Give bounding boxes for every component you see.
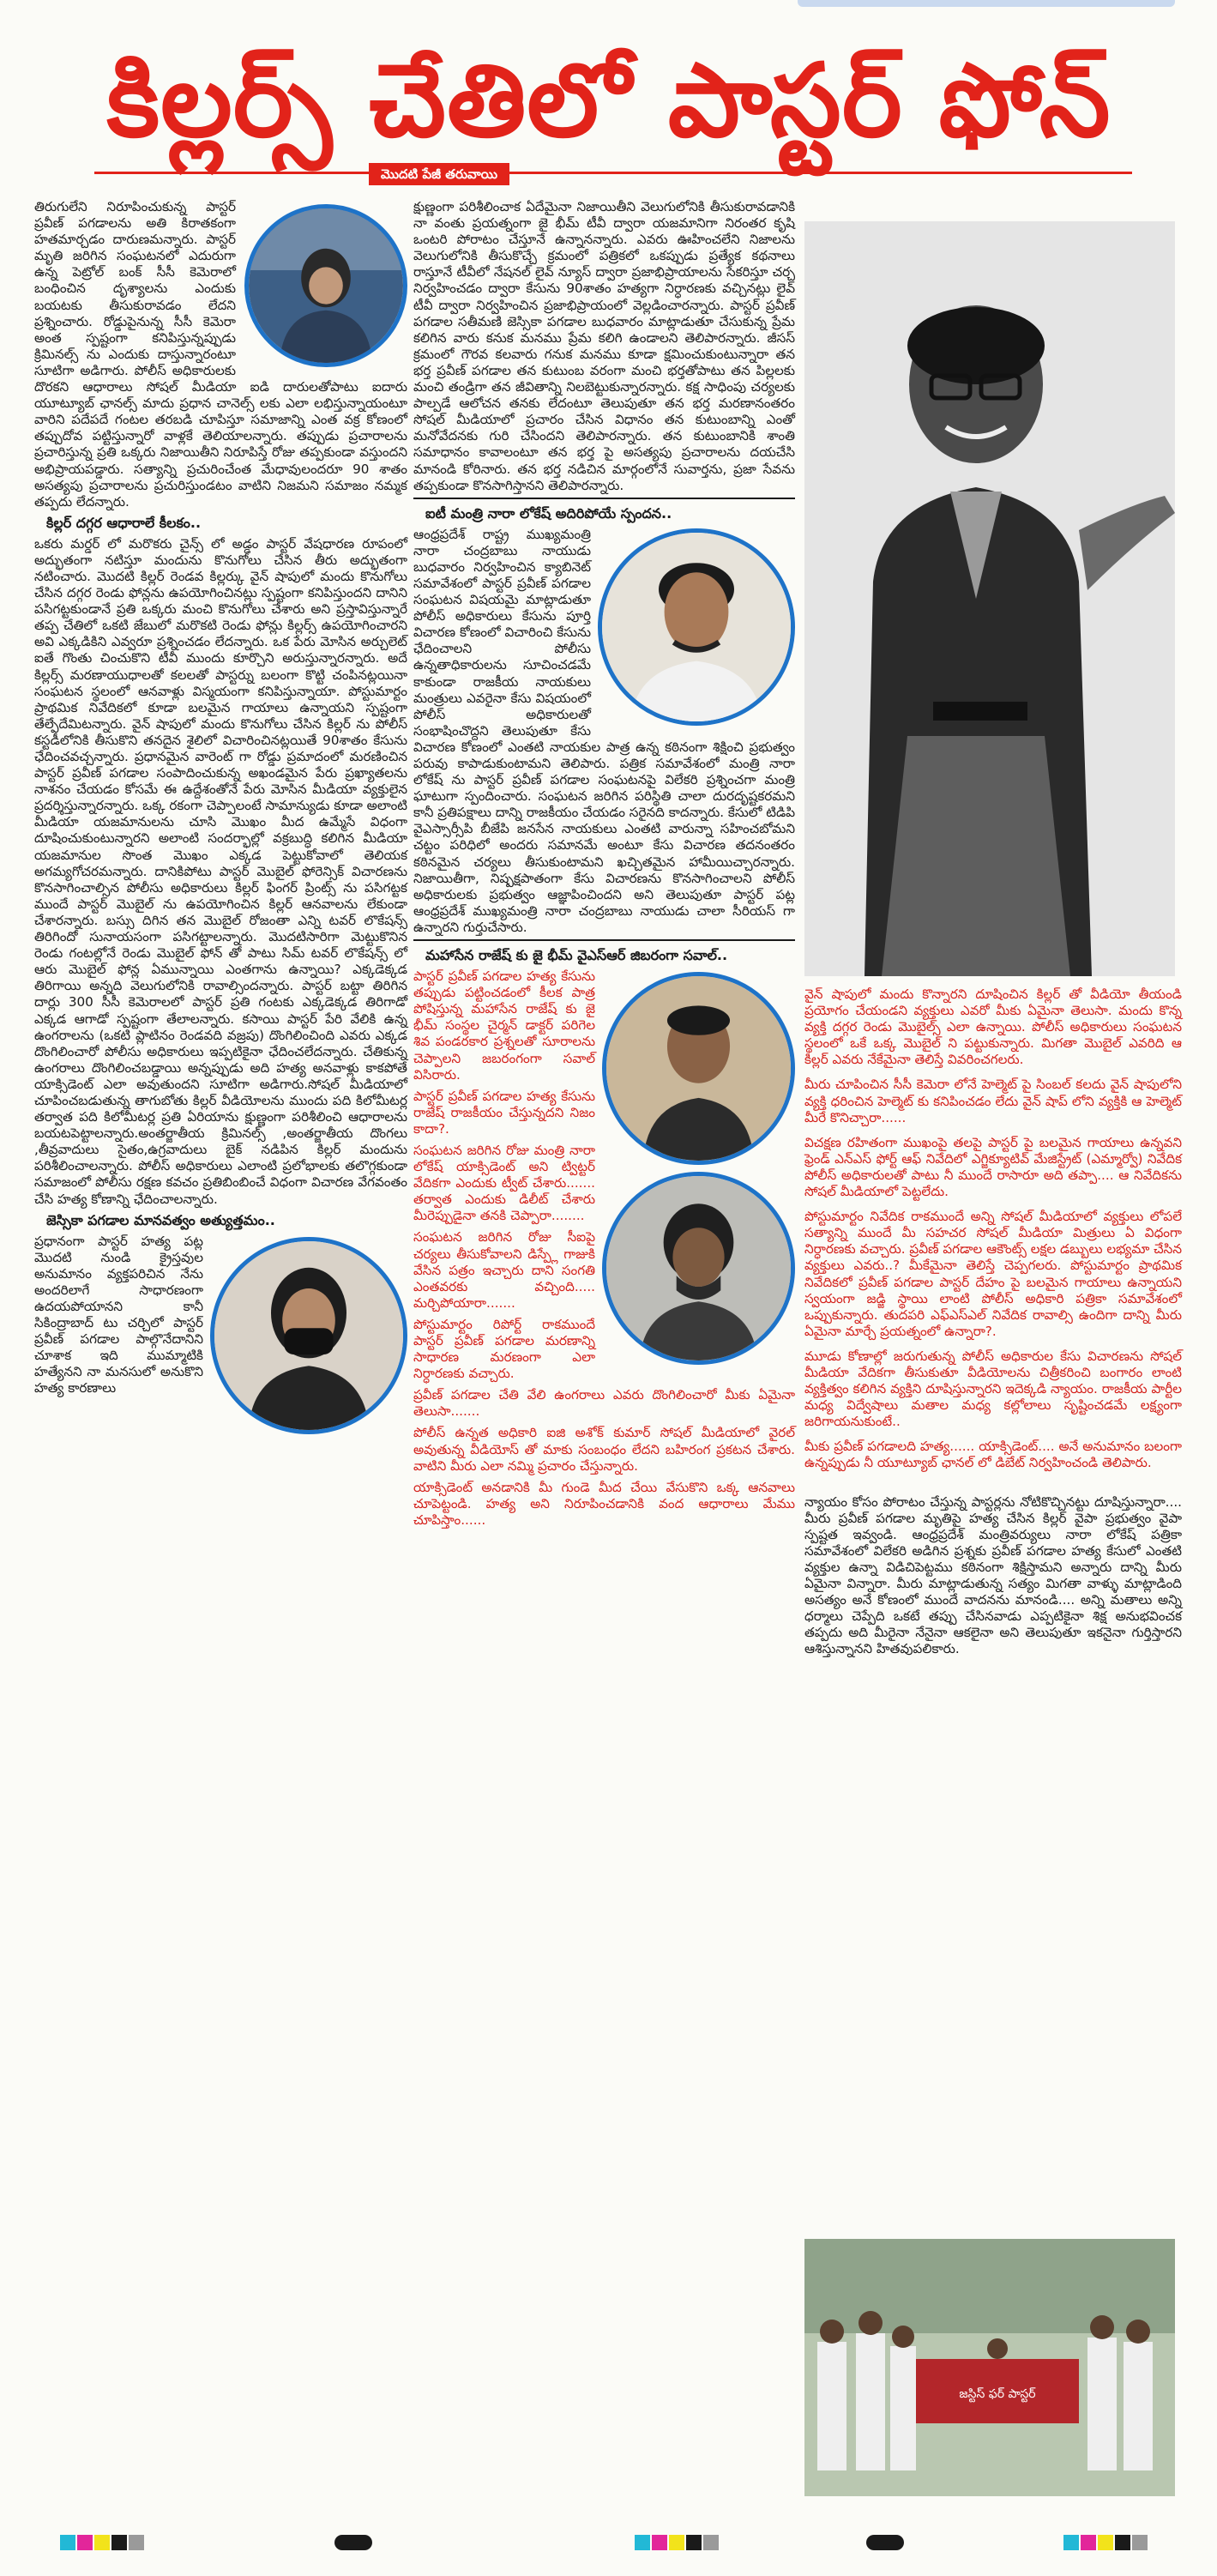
question-item-6: మీకు ప్రవీణ్ పగడాలది హత్య...... యాక్సిడెంట్.... అనే అనుమానం బలంగా ఉన్నప్పుడు నీ యూట్యూబ్ ఛానల్ లో డిబేట్ నిర్వహించండి తెలిపారు. <box>804 1439 1182 1471</box>
lokesh-image <box>602 533 791 721</box>
rajesh-photo <box>602 972 795 1165</box>
registration-marks-center <box>635 2535 719 2552</box>
col3-paragraph-1: న్యాయం కోసం పోరాటం చేస్తున్న పాస్టర్లను నోటికొచ్చినట్టు దూషిస్తున్నారా.... మీరు ప్రవీణ్ పగడాల మృతిపై హత్య చేసిన కిల్లర్ వైపా ప్రభుత్వం వైపా స్పష్టత ఇవ్వండి. ఆంధ్రప్రదేశ్ మంత్రివర్యులు నారా లోకేష్ పత్రికా సమావేశంలో విలేకరి అడిగిన ప్రశ్నకు ప్రవీణ్ పగడాల హత్య కేసులో ఎంతటి వ్యక్తుల ఉన్నా విడిచిపెట్టము కఠినంగా శిక్షిస్తామని అన్నారు దాన్ని మీరు ఏమైనా విన్నారా. మీరు మాట్లాడుతున్న సత్యం మిగతా వాళ్ళు మాట్లాడింది అసత్యం అనే కోణంలో ముందే వాదనను మానండి.... అన్ని మతాలు అన్ని ధర్మాలు చెప్పేది ఒకటే తప్పు చేసినవాడు ఎప్పటికైనా శిక్ష అనుభవించక తప్పదు అది మీరైనా నేనైనా ఆకలైనా అని తెలుపుతూ ఇకనైనా గుర్తిస్తారని ఆశిస్తున్నానని హితవుపలికారు. <box>804 1493 1182 1657</box>
rajesh-image <box>606 976 791 1161</box>
jessica-image <box>214 1241 403 1430</box>
column-3 <box>804 986 1182 1657</box>
challenge-item-7: పోలీస్ ఉన్నత అధికారి ఐజి అశోక్ కుమార్ సోషల్ మీడియాలో వైరల్ అవుతున్న వీడియోస్ తో మాకు సంబంధం లేదని బహిరంగ ప్రకటన చేశారు. వాటిని మీరు ఎలా నమ్మి ప్రచారం చేస్తున్నారు. <box>413 1425 795 1474</box>
siva-image <box>606 1176 791 1360</box>
col2-divider <box>413 498 795 499</box>
jessica-photo <box>210 1237 407 1434</box>
suspect-image <box>249 208 403 363</box>
byline-rule <box>94 172 1132 174</box>
byline: మొదటి పేజీ తరువాయి <box>369 163 509 185</box>
registration-marks-left <box>60 2535 144 2552</box>
challenge-item-5: పోస్టుమార్టం రిపోర్ట్ రాకముందే పాస్టర్ ప్రవీణ్ పగడాల మరణాన్ని సాధారణ మరణంగా ఎలా నిర్ధారణకు వచ్చారు. <box>413 1316 595 1382</box>
col1-paragraph-1: తిరుగులేని నిరూపించుకున్న పాస్టర్ ప్రవీణ్ పగడాలను అతి కిరాతకంగా హతమార్చడం దారుణమన్నారు. పాస్టర్ మృతి జరిగిన సంఘటనలో ఎదురుగా ఉన్న పెట్రోల్ బంక్ సీసీ కెమెరాలో బంధించిన దృశ్యాలను ఎందుకు బయటకు తీసుకురావడం లేదని ప్రశ్నించారు. రోడ్డుపైనున్న సీసీ కెమెరా అంత స్పష్టంగా కనిపిస్తున్నప్పుడు క్రిమినల్స్ ను ఎందుకు దాస్తున్నారంటూ సూటిగా అడిగారు. పోలీస్ అధికారులకు దొరకని ఆధారాలు సోషల్ మీడియా ఐడి దారులతోపాటు ఐదారు యూట్యూబ్ ఛానల్స్ మాదు ప్రధాన చానెల్స్ లకు ఎలా లభిస్తున్నాయంటూ వారిని పదేపదే గంటల తరబడి చూపిస్తూ సమాజాన్ని ఎంత వక్ర కోణంలో తప్పుదోవ పట్టిస్తున్నారో వాళ్లకే తెలియాలన్నారు. తప్పుడు ప్రచారాలను ప్రచారిస్తున్న ప్రతి ఒక్కరు నిజాయితీని నిరూపిస్తే రోజు తప్పకుండా వస్తుందని అభిప్రాయపడ్డారు. సత్యాన్ని ప్రచురించేంత మేధావులందరూ 90 శాతం అసత్యపు ప్రచారాలను ప్రచురిస్తుండటం వాటిని నిజమని సమాజం నమ్మక తప్పదు లేదన్నారు. <box>34 199 407 510</box>
col2-paragraph-1: క్షుణ్ణంగా పరిశీలించాక ఏదేమైనా నిజాయితీని వెలుగులోనికి తీసుకురావడానికి నా వంతు ప్రయత్నంగా జై భీమ్ టీవీ ద్వారా యజమానిగా నిరంతర కృషి ఒంటరి పోరాటం చేస్తూనే ఉన్నానన్నారు. ఎవరు ఊహించలేని నిజాలను వెలుగులోనికి తీసుకొచ్చే క్రమంలో పత్రికలో ఒకప్పుడు ప్రత్యేక కథనాలు రాస్తూనే టీవీలో నేషనల్ లైవ్ న్యూస్ ద్వారా ప్రజాభిప్రాయాలను సేకరిస్తూ చర్చ నిర్వహించడం ద్వారా కేసును 90శాతం హత్యగా నిర్ధారణకు వచ్చినట్లు లైవ్ టీవీ ద్వారా నిర్వహించిన ప్రజాభిప్రాయంలో వెల్లడించారన్నారు. పాస్టర్ ప్రవీణ్ పగడాల సతీమణి జెస్సికా పగడాల బుధవారం మాట్లాడుతూ చేసుకున్న ప్రేమ కలిగిన వారు కనుక మనము ప్రేమ కలిగి ఉండాలని తెలిపారన్నారు. జీసస్ క్రమంలో గౌరవ కలవారు గనుక మనము కూడా క్షమించుకుంటున్నారా తన భర్త ప్రవీణ్ పగడాల తన కుటుంబ వరంగా మంచి భర్తతోపాటు తన పిల్లలకు మంచి తండ్రిగా తన జీవితాన్ని నిలబెట్టుకున్నారన్నారు. కక్ష సాధింపు చర్యలకు పాల్పడే ఆలోచన తనకు లేదంటూ తెలుపుతూ తన భర్త మరణానంతరం సోషల్ మీడియాలో ప్రచారం చేసిన విధానం తన కుటుంబాన్ని ఎంతో మనోవేదనకు గురి చేసిందని తెలిపారన్నారు. తన కుటుంబానికి శాంతి సమాధానం కావాలంటూ తన భర్త పై అసత్యపు ప్రచారాలను దయచేసి మానండి కోరినారు. తన భర్త నడిచిన మార్గంలోనే సువార్తను, ప్రజా సేవను తప్పకుండా కొనసాగిస్తానని తెలిపారన్నారు. <box>413 199 795 493</box>
question-item-2: మీరు చూపించిన సీసీ కెమెరా లోనే హెల్మెట్ పై సింబల్ కలదు వైన్ షాపులోని వ్యక్తి ధరించిన హెల్మెట్ కు కనిపించడం లేదు వైన్ షాప్ లోని వ్యక్తికి ఆ హెల్మెట్ మీరే కొనిచ్చారా...... <box>804 1077 1182 1125</box>
pastor-praveen-photo <box>804 221 1175 976</box>
col2-divider-2 <box>413 939 795 941</box>
col1-subhead-1: కిల్లర్ దగ్గర ఆధారాలే కీలకం.. <box>46 514 202 531</box>
registration-marks-right <box>1063 2535 1148 2552</box>
question-item-5: మూడు కోణాల్లో జరుగుతున్న పోలీస్ అధికారుల కేసు విచారణను సోషల్ మీడియా వేదికగా తీసుకుతూ వీడియోలను చిత్రీకరించి బంగారం లాంటి వ్యక్తిత్వం కలిగిన వ్యక్తిని దూషిస్తున్నారని ఇదెక్కడి న్యాయం. రాజకీయ పార్టీల మధ్య విద్వేషాలు మతాల మధ్య కల్లోలాలు సృష్టించడమే లక్ష్యంగా జరిగాయనుకుంటే.. <box>804 1348 1182 1430</box>
col2-subhead-2: మహాసేన రాజేష్ కు జై భీమ్ వైఎస్ఆర్ జిబరంగా సవాల్.. <box>425 947 728 964</box>
challenge-item-6: ప్రవీణ్ పగడాల చేతి వేలి ఉంగరాలు ఎవరు దొంగిలించారో మీకు ఏమైనా తెలుసా....... <box>413 1387 795 1420</box>
banner-text: జస్టిస్ ఫర్ పాస్టర్ <box>959 2387 1036 2401</box>
col2-paragraph-2: ఆంధ్రప్రదేశ్ రాష్ట్ర ముఖ్యమంత్రి నారా చంద్రబాబు నాయుడు బుధవారం నిర్వహించిన క్యాబినెట్ సమావేశంలో పాస్టర్ ప్రవీణ్ పగడాల సంఘటన విషయమై మాట్లాడుతూ పోలీస్ అధికారులు కేసును పూర్తి విచారణ కోణంలో విచారించి కేసును ఛేదించాలని పోలీసు ఉన్నతాధికారులను సూచించడమే కాకుండా రాజకీయ నాయకులు మంత్రులు ఎవరైనా కేసు విషయంలో పోలీస్ అధికారులతో సంభాషించొద్దని తెలుపుతూ కేసు విచారణ కోణంలో ఎంతటి నాయకుల పాత్ర ఉన్న కఠినంగా శిక్షించి ప్రభుత్వం పరువు కాపాడుకుంటామని తెలిపారు. పత్రిక సమావేశంలో మంత్రి నారా లోకేష్ ను పాస్టర్ ప్రవీణ్ పగడాల సంఘటనపై విలేకరి ప్రశ్నించగా మంత్రి ఘాటుగా స్పందించారు. సంఘటన జరిగిన పరిస్థితి చాలా దురదృష్టకరమని కానీ ప్రతిపక్షాలు దాన్ని రాజకీయం చేయడం సరైనది కాదన్నారు. కేసులో టిడిపి వైఎస్సార్సీపి బీజేపి జనసేన నాయకులు ఎంతటి వారున్నా సహించబోమని చట్టం పరిధిలో అందరు సమానమే అంటూ కేసు విచారణ తదనంతరం కఠినమైన చర్యలు తీసుకుంటామని ఖచ్చితమైన హామీయిచ్చారన్నారు. నిజాయితీగా, నిష్పక్షపాతంగా కేసు విచారణను కొనసాగించాలని పోలీస్ అధికారులకు ప్రభుత్వం ఆజ్ఞాపించిందని అని తెలుపుతూ పాస్టర్ పట్ల ఆంధ్రప్రదేశ్ ముఖ్యమంత్రి నారా చంద్రబాబు నాయుడు చాలా సీరియస్ గా ఉన్నారని గుర్తుచేసారు. <box>413 526 795 935</box>
col1-paragraph-3: ప్రధానంగా పాస్టర్ హత్య పట్ల మొదటి నుండి క్రైస్తవుల అనుమానం వ్యక్తపరిచిన నేను అందరిలాగే సాధారణంగా ఉదయపోయానని కానీ సికింద్రాబాద్ టు చర్చిలో పాస్టర్ ప్రవీణ్ పగడాల పాల్గొనేదానిని చూశాక ఇది ముమ్మాటికి హత్యేనని నా మనసులో అనుకొని హత్య కారణాలు <box>34 1233 203 1397</box>
column-2 <box>413 199 795 1529</box>
question-item-4: పోస్టుమార్టం నివేదిక రాకముందే అన్ని సోషల్ మీడియాలో వ్యక్తులు లోపలే సత్యాన్ని ముందే మీ సహచర సోషల్ మీడియా మిత్రులు ఏ విధంగా నిర్ధారణకు వచ్చారు. ప్రవీణ్ పగడాల ఆకౌంట్స్ లక్షల డబ్బులు లభ్యమా చేసిన వ్యక్తులు ఎవరు..? మీకేమైనా తెలిస్తే చెప్పగలరు. పోస్టుమార్టం ప్రాథమిక నివేదికలో ప్రవీణ్ పగడాల పాస్టర్ దేహం పై బలమైన గాయాలు ఉన్నాయని స్వయంగా జడ్జి స్థాయి లాంటి పోలీస్ అధికారి పత్రికా సమావేశంలో ఒప్పుకున్నారు. తుదపరి ఎఫ్ఎస్ఎల్ నివేదిక రావాల్సి ఉందిగా దాన్ని మీరు ఏమైనా మార్చే ప్రయత్నంలో ఉన్నారా?. <box>804 1209 1182 1339</box>
col1-paragraph-2: ఒకరు మర్డర్ లో మరొకరు చైన్స్ లో అడ్డం పాస్టర్ వేషధారణ రూపంలో అద్భుతంగా నటిస్తూ మందును కొనుగోలు చేసిన తీరు అద్భుతంగా నటించారు. మొదటి కిల్లర్ రెండవ కిల్లర్కు వైన్ షాపులో మందు కొనుగోలు చేసిన దగ్గర రెండు ఫోన్లను ఉపయోగించినట్లు స్పష్టంగా కనిపిస్తుందని దానిని పసిగట్టకుండానే ప్రతి ఒక్కరు మంచి కొనుగోలు చేశారు అని ప్రస్తావిస్తున్నారే తప్ప చేతిలో ఒకటి జేబులో మరొకటి రెండు ఫోన్లు కిల్లర్స్ ఉపయోగించారని అవి ఎక్కడికిని ఎవ్వరూ ప్రశ్నించడం లేదన్నారు. ఒక పేరు మోసిన అర్చులెట్ ఐతే గొంతు చించుకొని టీవీ ముందు కూర్చొని అరుస్తున్నారన్నారు. అదే కిల్లర్స్ మరణాయుధాలతో కలలతో పాస్టర్ను బలంగా కొట్టి చంపినట్లయినా సంఘటన స్థలంలో ఆనవాళ్లు విస్మయంగా కనిపిస్తున్నాయా. పోస్టుమార్టం ప్రాథమిక నివేదికలో కూడా బలమైన గాయాలు ఉన్నాయని స్పష్టంగా తేల్పేదేమిటన్నారు. వైన్ షాపులో మందు కొనుగోలు చేసిన కిల్లర్ ను పోలీస్ కస్టడీలోనికి తీసుకొని తనదైన శైలిలో విచారించినట్లయితే 90శాతం కేసును ఛేదించవచ్చన్నారు. ప్రధానమైన వారెంట్ గా రోడ్డు ప్రమాదంలో మరణించిన పాస్టర్ ప్రవీణ్ పగడాల సంపాదించుకున్న అఖండమైన పేరు ప్రఖ్యాతలను నాశనం చేయడం కోసమే ఈ ఉద్దేశంతోనే పేరు మోసిన మీడియా వ్యక్తులైన ప్రదర్శిస్తున్నారన్నారు. ఒక్క రకంగా చెప్పాలంటే సామాన్యుడు కూడా అలాంటి మీడియా యజమానులను చూసి మొఖం మీద ఉమ్మేసే విధంగా దూషించుకుంటున్నారని అలాంటి సందర్భాల్లో వక్రబుద్ధి కలిగిన మీడియా యజమానుల సొంత మొఖం ఎక్కడ పెట్టుకోవాలో తెలియక అగమ్యగోచరమన్నారు. దానికిపోటు పాస్టర్ మొబైల్ ఫోరెన్సిక్ విచారణను కొనసాగించాల్సిన పోలీసు అధికారులు కిల్లర్ ఫింగర్ ప్రింట్స్ ను పసిగట్టక ముందే పాస్టర్ మొబైల్ ను ఉపయోగించిన కిల్లర్ ఆనవాలను లేకుండా చేశారన్నారు. బస్సు దిగిన తన మొబైల్ రోజంతా ఎన్ని టవర్ లొకేషన్స్ తిరిగిందో సునాయసంగా పసిగట్టాలన్నారు. మొదటిసారిగా మెట్టుకొనిన రెండు గంటల్లోనే రెండు మొబైల్ ఫోన్ తో పాటు సిమ్ టవర్ లొకేషన్స్ లో ఆరు మొబైల్ ఫోన్ల ఏమున్నాయి ఎంతగాను ఉన్నాయి? ఎక్కడెక్కడ తిరిగాయి అన్నది వెలుగులోనికి రావాల్సిందన్నారు. పాస్టర్ బట్టా తిరిగిన దార్లు 300 సీసీ కెమెరాలలో పాస్టర్ ప్రతి గంటకు ఎక్కడెక్కడ తిరిగాడో ఎక్కడ ఆగాడో స్పష్టంగా తేలాలన్నారు. కసాయి పాస్టర్ పేరి వేలికి ఉన్న ఉంగరాలను (ఒకటి ప్లాటినం రెండవది వజ్రపు) దొంగిలించింది ఎవరు ఎక్కడ దొంగిలించారో పోలీసు అధికారులు ఇప్పటికైనా ఛేదించలేదన్నారు. చేతికున్న ఉంగరాలు దొంగిలించబడ్డాయి అన్నప్పుడు అది హత్య అనవాళ్లు కాకపోతే యాక్సిడెంట్ ఎలా అవుతుందని సూటిగా అడిగారు.సోషల్ మీడియాలో చూపించబడుతున్న తాగుబోతు కిల్లర్ వీడియోలను ముందు పది కిలోమీటర్ల తర్వాత పది కిలోమీటర్ల ప్రతి ఏరియాను క్షుణ్ణంగా పరిశీలించి ఆధారాలను బయటపెట్టాలన్నారు.అంతర్జాతీయ క్రిమినల్స్ ,అంతర్జాతీయ దొంగలు ,తీవ్రవాదులు సైతం,ఉగ్రవాదులు బైక్ నడిపిన కిల్లర్ మందును పరిశీలించాలన్నారు. పోలీస్ అధికారులు ఎలాంటి ప్రలోభాలకు తలొగ్గకుండా సమాజంలో పోలీసు రక్షణ కవచం ప్రతిబింబించే విధంగా విచారణ వేగవంతం చేసి హత్య కోణాన్ని ఛేదించాలన్నారు. <box>34 535 407 1207</box>
challenge-item-1: పాస్టర్ ప్రవీణ్ పగడాల హత్య కేసును తప్పుడు పట్టించడంలో కీలక పాత్ర పోషిస్తున్న మహాసేన రాజేష్ కు జై భీమ్ సంస్థల చైర్మన్ డాక్టర్ పరిగెల శివ పండరకార ప్రశ్నలతో సూరాలను చెప్పాలని జబరంగంగా సవాల్ విసిరారు. <box>413 968 595 1083</box>
headline: కిల్లర్స్ చేతిలో పాస్టర్ ఫోన్ <box>106 41 1112 160</box>
suspect-photo <box>244 204 407 367</box>
question-item-3: విచక్షణ రహితంగా ముఖంపై తలపై పాస్టర్ పై బలమైన గాయాలు ఉన్నవని ఫ్రెండ్ ఎన్ఎస్ ఫోర్ట్ ఆఫ్ నివేదిలో ఎగ్జిక్యూటివ్ మేజిస్ట్రేట్ (ఎమ్మార్వో) నివేదిక పోలీస్ అధికారులతో పాటు నీ ముందే రాసారూ అది తప్పా.... ఆ నివేదికను సోషల్ మీడియాలో పెట్టలేదు. <box>804 1134 1182 1200</box>
registration-oval-2 <box>866 2535 904 2550</box>
challenge-item-3: సంఘటన జరిగిన రోజు మంత్రి నారా లోకేష్ యాక్సిడెంట్ అని ట్విట్టర్ వేదికగా ఎందుకు ట్వీట్ చేశారు....... తర్వాత ఎందుకు డిలీట్ చేశారు మీరెప్పుడైనా తనకి చెప్పారా........ <box>413 1142 595 1224</box>
col2-subhead-1: ఐటీ మంత్రి నారా లోకేష్ అదిరిపోయే స్పందన.. <box>425 504 672 522</box>
protest-group-photo <box>804 2239 1175 2496</box>
col1-subhead-2: జెస్సికా పగడాల మానవత్వం అత్యుత్తమం.. <box>46 1211 275 1228</box>
question-item-1: వైన్ షాపులో మందు కొన్నారని దూషించిన కిల్లర్ తో వీడియో తీయండి ప్రయోగం చేయండని వ్యక్తులు ఎవరో మీకు ఏమైనా తెలుసా. మందు కొన్న వ్యక్తి దగ్గర రెండు మొబైల్స్ ఎలా ఉన్నాయి. పోలీస్ అధికారులు సంఘటన స్థలంలో ఒకే ఒక్క మొబైల్ ని పట్టుకున్నారు. మిగతా మొబైల్ ఎవరిది ఆ కిల్లర్ ఎవరు నేకేమైనా తెలిస్తే వివరించగలరు. <box>804 986 1182 1068</box>
challenge-item-8: యాక్సిడెంట్ అనడానికి మీ గుండె మీద చేయి వేసుకొని ఒక్క ఆనవాలు చూపెట్టండి. హత్య అని నిరూపించడానికి వంద ఆధారాలు మేము చూపిస్తాం...... <box>413 1479 795 1528</box>
lokesh-photo <box>598 528 795 726</box>
top-strip <box>798 0 1175 7</box>
registration-oval-1 <box>334 2535 372 2550</box>
challenge-item-2: పాస్టర్ ప్రవీణ్ పగడాల హత్య కేసును రాజేష్ రాజకీయం చేస్తున్నదని నిజం కాదా?. <box>413 1088 595 1137</box>
challenge-item-4: సంఘటన జరిగిన రోజు సీఐపై చర్యలు తీసుకోవాలని డిస్ప్లే గాజుకి వేసిన పత్రం ఇచ్చారు దాని సంగతి ఎంతవరకు వచ్చింది..... మర్చిపోయారా....... <box>413 1229 595 1311</box>
pastor-praveen-image <box>804 221 1175 976</box>
protest-image <box>804 2239 1175 2496</box>
siva-photo <box>602 1172 795 1365</box>
column-1 <box>34 199 407 1438</box>
